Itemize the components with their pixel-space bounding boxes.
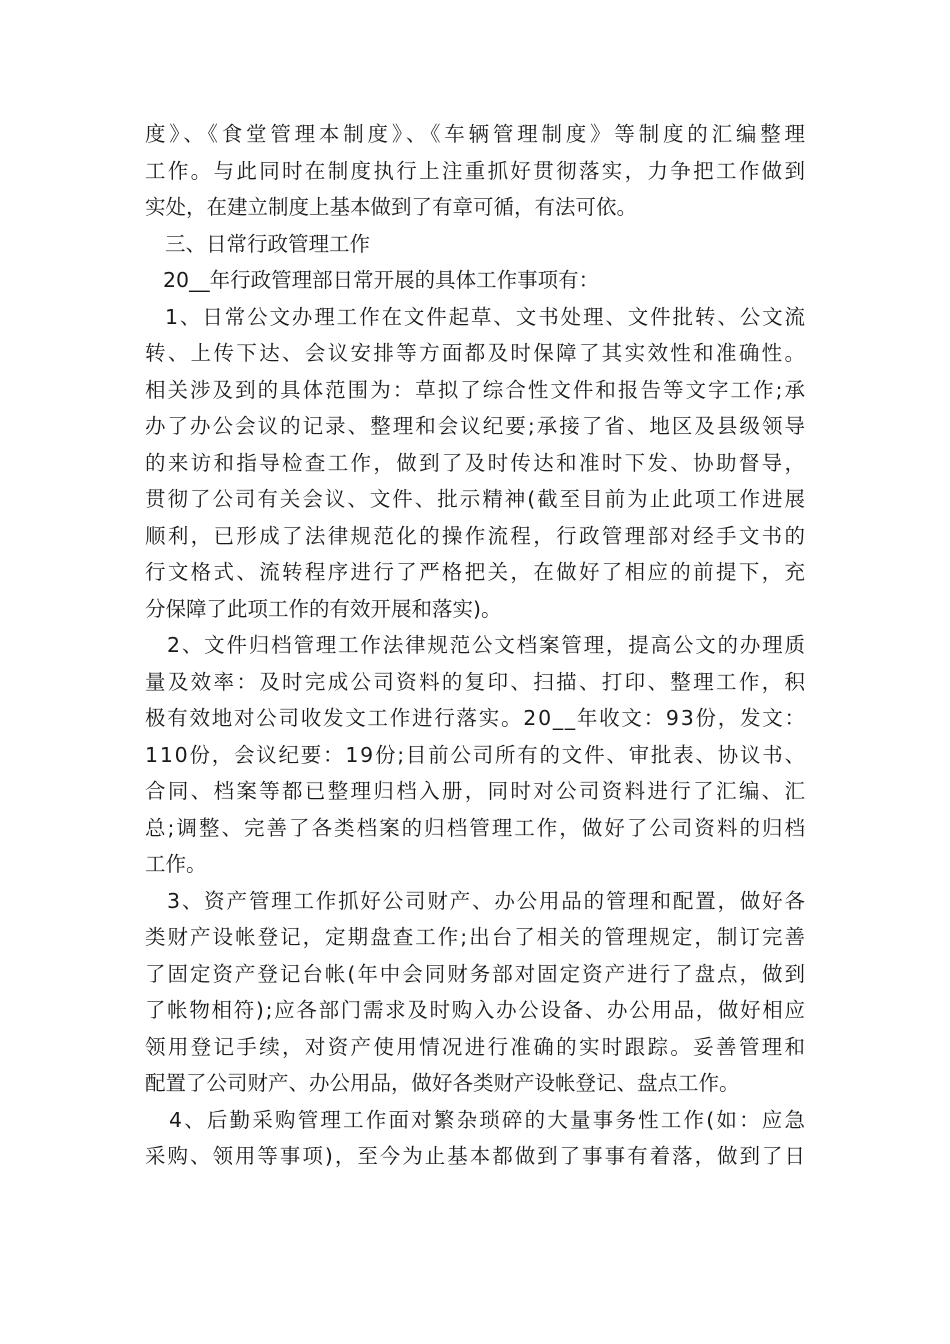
text-line: 三、日常行政管理工作 <box>165 231 370 256</box>
text-line: 顺利，已形成了法律规范化的操作流程，行政管理部对经手文书的 <box>145 523 808 548</box>
text-line: 工作。与此同时在制度执行上注重抓好贯彻落实，力争把工作做到 <box>145 158 808 183</box>
text-line: 合同、档案等都已整理归档入册，同时对公司资料进行了汇编、汇 <box>145 779 808 803</box>
document-page <box>145 116 809 1175</box>
text-line: 2、文件归档管理工作法律规范公文档案管理，提高公文的办理质 <box>167 633 807 657</box>
text-line: 3、资产管理工作抓好公司财产、办公用品的管理和配置，做好各 <box>167 888 807 913</box>
text-line: 办了办公会议的记录、整理和会议纪要;承接了省、地区及县级领导 <box>145 414 808 438</box>
text-line: 工作。 <box>145 852 207 876</box>
text-line: 行文格式、流转程序进行了严格把关，在做好了相应的前提下，充 <box>145 560 808 584</box>
text-line: 110份，会议纪要：19份;目前公司所有的文件、审批表、协议书、 <box>145 742 807 767</box>
text-line: 的来访和指导检查工作，做到了及时传达和准时下发、协助督导， <box>145 450 808 475</box>
text-line: 实处，在建立制度上基本做到了有章可循，有法可依。 <box>145 195 637 219</box>
text-line: 了固定资产登记台帐(年中会同财务部对固定资产进行了盘点，做到 <box>145 961 807 986</box>
text-line: 极有效地对公司收发文工作进行落实。20__年收文：93份，发文： <box>145 706 807 730</box>
text-line: 了帐物相符);应各部门需求及时购入办公设备、办公用品，做好相应 <box>145 998 807 1022</box>
text-line: 4、后勤采购管理工作面对繁杂琐碎的大量事务性工作(如：应急 <box>169 1107 808 1132</box>
text-line: 度》、《食堂管理本制度》、《车辆管理制度》等制度的汇编整理 <box>145 122 809 146</box>
text-line: 采购、领用等事项)，至今为止基本都做到了事事有着落，做到了日 <box>145 1144 807 1168</box>
text-line: 分保障了此项工作的有效开展和落实)。 <box>145 596 502 621</box>
text-line: 20__年行政管理部日常开展的具体工作事项有： <box>163 268 600 292</box>
text-line: 1、日常公文办理工作在文件起草、文书处理、文件批转、公文流 <box>165 304 807 329</box>
text-line: 转、上传下达、会议安排等方面都及时保障了其实效性和准确性。 <box>145 341 808 365</box>
text-line: 贯彻了公司有关会议、文件、批示精神(截至目前为止此项工作进展 <box>145 487 807 511</box>
text-line: 量及效率：及时完成公司资料的复印、扫描、打印、整理工作，积 <box>145 669 808 694</box>
text-line: 类财产设帐登记，定期盘查工作;出台了相关的管理规定，制订完善 <box>145 925 808 949</box>
text-line: 领用登记手续，对资产使用情况进行准确的实时跟踪。妥善管理和 <box>145 1034 808 1059</box>
text-line: 总;调整、完善了各类档案的归档管理工作，做好了公司资料的归档 <box>145 815 808 840</box>
text-line: 相关涉及到的具体范围为：草拟了综合性文件和报告等文字工作;承 <box>145 377 808 402</box>
text-line: 配置了公司财产、办公用品，做好各类财产设帐登记、盘点工作。 <box>145 1071 740 1095</box>
